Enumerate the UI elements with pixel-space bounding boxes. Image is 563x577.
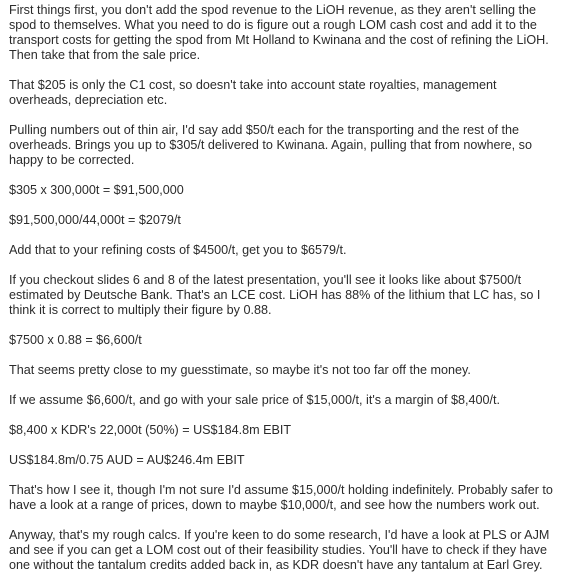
calc-line-per-tonne [9, 213, 563, 228]
paragraph-overheads [9, 123, 563, 168]
paragraph-c1-cost [9, 78, 563, 108]
paragraph-margin [9, 393, 563, 408]
paragraph-presentation [9, 273, 563, 318]
text-line: If you checkout slides 6 and 8 of the latest presentation, you'll see it looks like about $7500/t [9, 273, 522, 287]
text-line: First things first, you don't add the spod revenue to the LiOH revenue, as they aren't selling the [9, 3, 537, 17]
text-line: That $205 is only the C1 cost, so doesn't take into account state royalties, management [9, 78, 497, 92]
paragraph-research [9, 528, 563, 573]
forum-post-body [9, 3, 563, 573]
text-line: If we assume $6,600/t, and go with your sale price of $15,000/t, it's a margin of $8,400/t. [9, 393, 501, 407]
text-line: $8,400 x KDR's 22,000t (50%) = US$184.8m EBIT [9, 423, 292, 437]
text-line: and see if you can get a LOM cost out of their feasibility studies. You'll have to check if they have [9, 543, 547, 557]
calc-line-ebit-aud [9, 453, 563, 468]
text-line: overheads, depreciation etc. [9, 93, 168, 107]
calc-line-lce-adjusted [9, 333, 563, 348]
text-line: $7500 x 0.88 = $6,600/t [9, 333, 142, 347]
paragraph-approach [9, 3, 563, 63]
text-line: US$184.8m/0.75 AUD = AU$246.4m EBIT [9, 453, 245, 467]
text-line: Then take that from the sale price. [9, 48, 201, 62]
paragraph-refining [9, 243, 563, 258]
text-line: happy to be corrected. [9, 153, 135, 167]
text-line: $305 x 300,000t = $91,500,000 [9, 183, 184, 197]
calc-line-ebit-usd [9, 423, 563, 438]
text-line: overheads. Brings you up to $305/t delivered to Kwinana. Again, pulling that from nowhere, so [9, 138, 532, 152]
text-line: have a look at a range of prices, down to maybe $10,000/t, and see how the numbers work out. [9, 498, 540, 512]
paragraph-price-range [9, 483, 563, 513]
text-line: Add that to your refining costs of $4500/t, get you to $6579/t. [9, 243, 347, 257]
text-line: Anyway, that's my rough calcs. If you're keen to do some research, I'd have a look at PLS or AJM [9, 528, 550, 542]
calc-line-total-cost [9, 183, 563, 198]
text-line: That seems pretty close to my guesstimate, so maybe it's not too far off the money. [9, 363, 471, 377]
text-line: estimated by Deutsche Bank. That's an LCE cost. LiOH has 88% of the lithium that LC has, so I [9, 288, 541, 302]
text-line: transport costs for getting the spod from Mt Holland to Kwinana and the cost of refining the LiOH. [9, 33, 549, 47]
text-line: That's how I see it, though I'm not sure I'd assume $15,000/t holding indefinitely. Probably safer to [9, 483, 553, 497]
paragraph-guesstimate [9, 363, 563, 378]
text-line: $91,500,000/44,000t = $2079/t [9, 213, 181, 227]
text-line: spod to themselves. What you need to do is figure out a rough LOM cash cost and add it to the [9, 18, 537, 32]
text-line: one without the tantalum credits added back in, as KDR doesn't have any tantalum at Earl Grey. [9, 558, 543, 572]
text-line: Pulling numbers out of thin air, I'd say add $50/t each for the transporting and the rest of the [9, 123, 519, 137]
text-line: think it is correct to multiply their figure by 0.88. [9, 303, 272, 317]
